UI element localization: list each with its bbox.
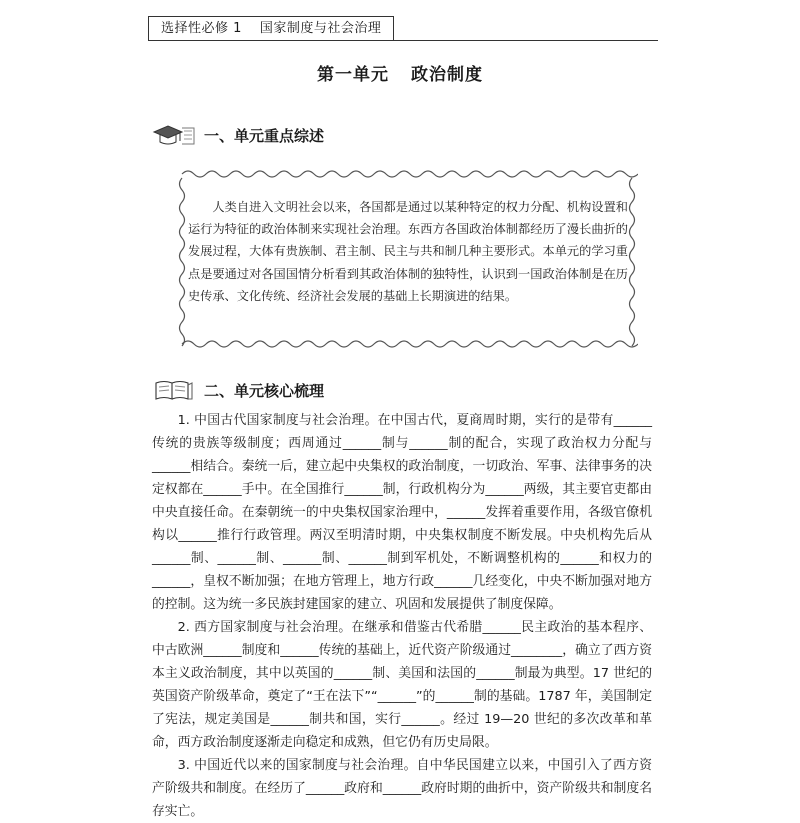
open-book-icon [152, 377, 196, 403]
paragraph-modern-china: 3. 中国近代以来的国家制度与社会治理。自中华民国建立以来，中国引入了西方资产阶级共和制度。在经历了______政府和______政府时期的曲折中，资产阶级共和制度名存实亡。 [152, 758, 652, 819]
section-heading-summary [152, 122, 324, 148]
paragraph-ancient-china: 1. 中国古代国家制度与社会治理。在中国古代，夏商周时期，实行的是带有______传统的贵族等级制度；西周通过______制与______制的配合，实现了政治权力分配与______相结合。秦统一后，建立起中央集权的政治制度，一切政治、军事、法律事务的决定权都在______手中。在全国推行______制，行政机构分为______两级，其主要官吏都由中央直接任命。在秦朝统一的中央集权国家治理中，______发挥着重要作用，各级官僚机构以______推行行政管理。两汉至明清时期，中央集权制度不断发展。中央机构先后从______制、______制、______制、______制到军机处，不断调整机构的______和权力的______，皇权不断加强；在地方管理上，地方行政______几经变化，中央不断加强对地方的控制。这为统一多民族封建国家的建立、巩固和发展提供了制度保障。 [152, 413, 652, 612]
book-subject: 国家制度与社会治理 [259, 21, 382, 36]
unit-number: 第一单元 [317, 65, 389, 85]
section2-heading: 二、单元核心梳理 [204, 381, 325, 400]
book-volume: 选择性必修 1 [161, 21, 242, 36]
graduation-cap-icon [152, 122, 196, 148]
core-content [152, 409, 652, 823]
summary-text: 人类自进入文明社会以来，各国都是通过以某种特定的权力分配、机构设置和运行为特征的政治体制来实现社会治理。东西方各国政治体制都经历了漫长曲折的发展过程，大体有贵族制、君主制、民主与共和制几种主要形式。本单元的学习重点是要通过对各国国情分析看到其政治体制的独特性，认识到一国政治体制是在历史传承、文化传统、经济社会发展的基础上长期演进的结果。 [188, 200, 628, 303]
unit-name: 政治制度 [411, 65, 483, 85]
page-title [0, 60, 800, 85]
summary-box [176, 166, 638, 352]
book-header-tab [148, 16, 394, 41]
section1-heading: 一、单元重点综述 [204, 126, 325, 145]
section-heading-core [152, 377, 324, 403]
paragraph-western: 2. 西方国家制度与社会治理。在继承和借鉴古代希腊______民主政治的基本程序、中古欧洲______制度和______传统的基础上，近代资产阶级通过________，确立了西方资本主义政治制度，其中以英国的______制、美国和法国的______制最为典型。17 世纪的英国资产阶级革命，奠定了“王在法下”“______”的______制的基础。1787 年，美国制定了宪法，规定美国是______制共和国，实行______。经过 19—20 世纪的多次改革和革命，西方政治制度逐渐走向稳定和成熟，但它仍有历史局限。 [152, 620, 652, 750]
header-rule [148, 40, 658, 41]
